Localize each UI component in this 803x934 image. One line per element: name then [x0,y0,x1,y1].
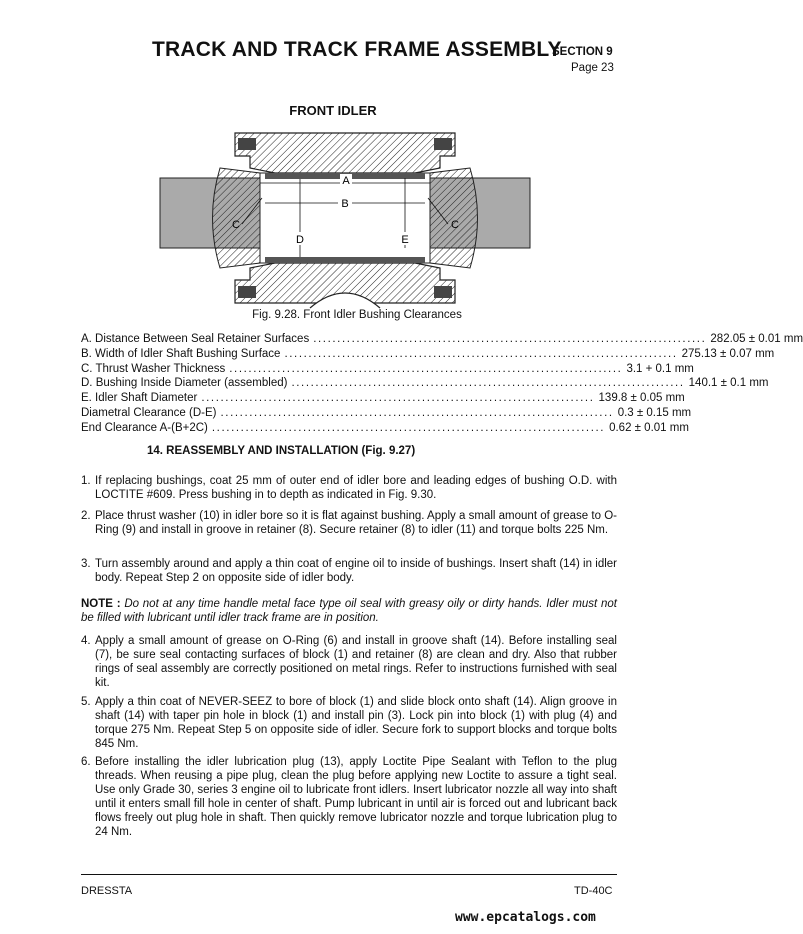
footer-model: TD-40C [574,885,613,897]
bolt-bottom-left [238,286,256,298]
step-number: 4. [81,635,91,647]
spec-label: E. Idler Shaft Diameter [81,392,198,404]
bolt-top-right [434,138,452,150]
label-a: A [342,175,350,187]
step-number: 2. [81,510,91,522]
step-text: Place thrust washer (10) in idler bore so it is flat against bushing. Apply a small amount of grease to O-Ring (9) and install in groove in retainer (8). Secure retainer (8) to idler (11) and torque bolts 225 Nm. [95,510,617,536]
spec-value: 0.62 ± 0.01 mm [609,422,689,434]
label-c-right: C [451,219,459,231]
spec-row [81,406,692,420]
step-item [81,557,617,585]
upper-idler-section [235,133,455,173]
step-item [81,509,617,537]
note-block [81,597,617,625]
leader-dots: .................................................................................. [201,392,595,404]
step-number: 6. [81,756,91,768]
label-e: E [401,234,409,246]
spec-label: D. Bushing Inside Diameter (assembled) [81,377,288,389]
spec-row [81,332,803,346]
step-item [81,695,617,751]
footer-brand: DRESSTA [81,885,133,897]
page-number: Page 23 [571,62,614,74]
right-seal-retainer [430,168,478,268]
spec-row [81,347,775,361]
step-text: Before installing the idler lubrication plug (13), apply Loctite Pipe Sealant with Teflon to the plug threads. When reusing a pipe plug, clean the plug before applying new Loctite to assure a tight seal. Use only Grade 30, series 3 engine oil to lubricate front idlers. Insert lubricator nozzle all way into shaft until it enters small fill hole in center of shaft. Pump lubricant in until air is forced out and lubricant back flows freely out plug hole in shaft. Then quickly remove lubricator nozzle and torque lubrication plug to 24 Nm. [95,756,617,838]
step-text: Turn assembly around and apply a thin coat of engine oil to inside of bushings. Insert shaft (14) in idler body. Repeat Step 2 on opposite side of idler body. [95,558,617,584]
spec-value: 282.05 ± 0.01 mm [710,333,803,345]
front-idler-diagram [160,128,530,308]
spec-value: 140.1 ± 0.1 mm [688,377,769,389]
spec-label: A. Distance Between Seal Retainer Surfaces [81,333,310,345]
left-seal-retainer [213,168,261,268]
bolt-bottom-right [434,286,452,298]
spec-value: 275.13 ± 0.07 mm [681,348,775,360]
leader-dots: .................................................................................. [313,333,707,345]
spec-value: 139.8 ± 0.05 mm [598,392,685,404]
step-item [81,474,617,502]
bolt-top-left [238,138,256,150]
step-text: Apply a thin coat of NEVER-SEEZ to bore of block (1) and slide block onto shaft (14). Align groove in shaft (14) with taper pin hole in block (1) and install pin (3). Lock pin into block (1) with plug (4) and torque 275 Nm. Repeat Step 5 on opposite side of idler. Secure fork to support blocks and torque bolts 845 Nm. [95,696,617,750]
watermark-url: www.epcatalogs.com [455,910,596,925]
label-b: B [341,198,349,210]
spec-label: C. Thrust Washer Thickness [81,363,226,375]
spec-value: 3.1 + 0.1 mm [626,363,694,375]
step-text: Apply a small amount of grease on O-Ring (6) and install in groove shaft (14). Before installing seal (7), be sure seal contacting surfaces of block (1) and retainer (8) are clean and dry. Also that rubber rings of seal assembly are correctly positioned on metal rings. Refer to instructions furnished with seal kit. [95,635,617,689]
spec-value: 0.3 ± 0.15 mm [617,407,692,419]
section-number: SECTION 9 [552,46,613,58]
step-number: 3. [81,558,91,570]
page-title: TRACK AND TRACK FRAME ASSEMBLY [152,38,562,61]
step-number: 1. [81,475,91,487]
spec-label: Diametral Clearance (D-E) [81,407,217,419]
spec-row [81,421,689,435]
step-item [81,755,617,839]
leader-dots: .................................................................................. [291,377,685,389]
leader-dots: .................................................................................. [220,407,614,419]
leader-dots: .................................................................................. [229,363,623,375]
note-text: Do not at any time handle metal face type oil seal with greasy oily or dirty hands. Idler must not be filled with lubricant until idler track frame are in position. [81,598,617,624]
step-text: If replacing bushings, coat 25 mm of outer end of idler bore and leading edges of bushing O.D. with LOCTITE #609. Press bushing in to depth as indicated in Fig. 9.30. [95,475,617,501]
step-item [81,634,617,690]
spec-row [81,376,769,390]
note-label: NOTE : [81,598,121,610]
spec-row [81,362,694,376]
figure-heading: FRONT IDLER [289,103,377,118]
label-c-left: C [232,219,240,231]
footer-divider [81,874,617,875]
step-number: 5. [81,696,91,708]
section-heading: 14. REASSEMBLY AND INSTALLATION (Fig. 9.27) [147,445,416,457]
leader-dots: .................................................................................. [211,422,606,434]
spec-row [81,391,685,405]
spec-label: End Clearance A-(B+2C) [81,422,208,434]
spec-label: B. Width of Idler Shaft Bushing Surface [81,348,281,360]
lower-bushing [265,257,425,263]
figure-caption: Fig. 9.28. Front Idler Bushing Clearances [252,309,462,321]
leader-dots: .................................................................................. [284,348,678,360]
label-d: D [296,234,304,246]
